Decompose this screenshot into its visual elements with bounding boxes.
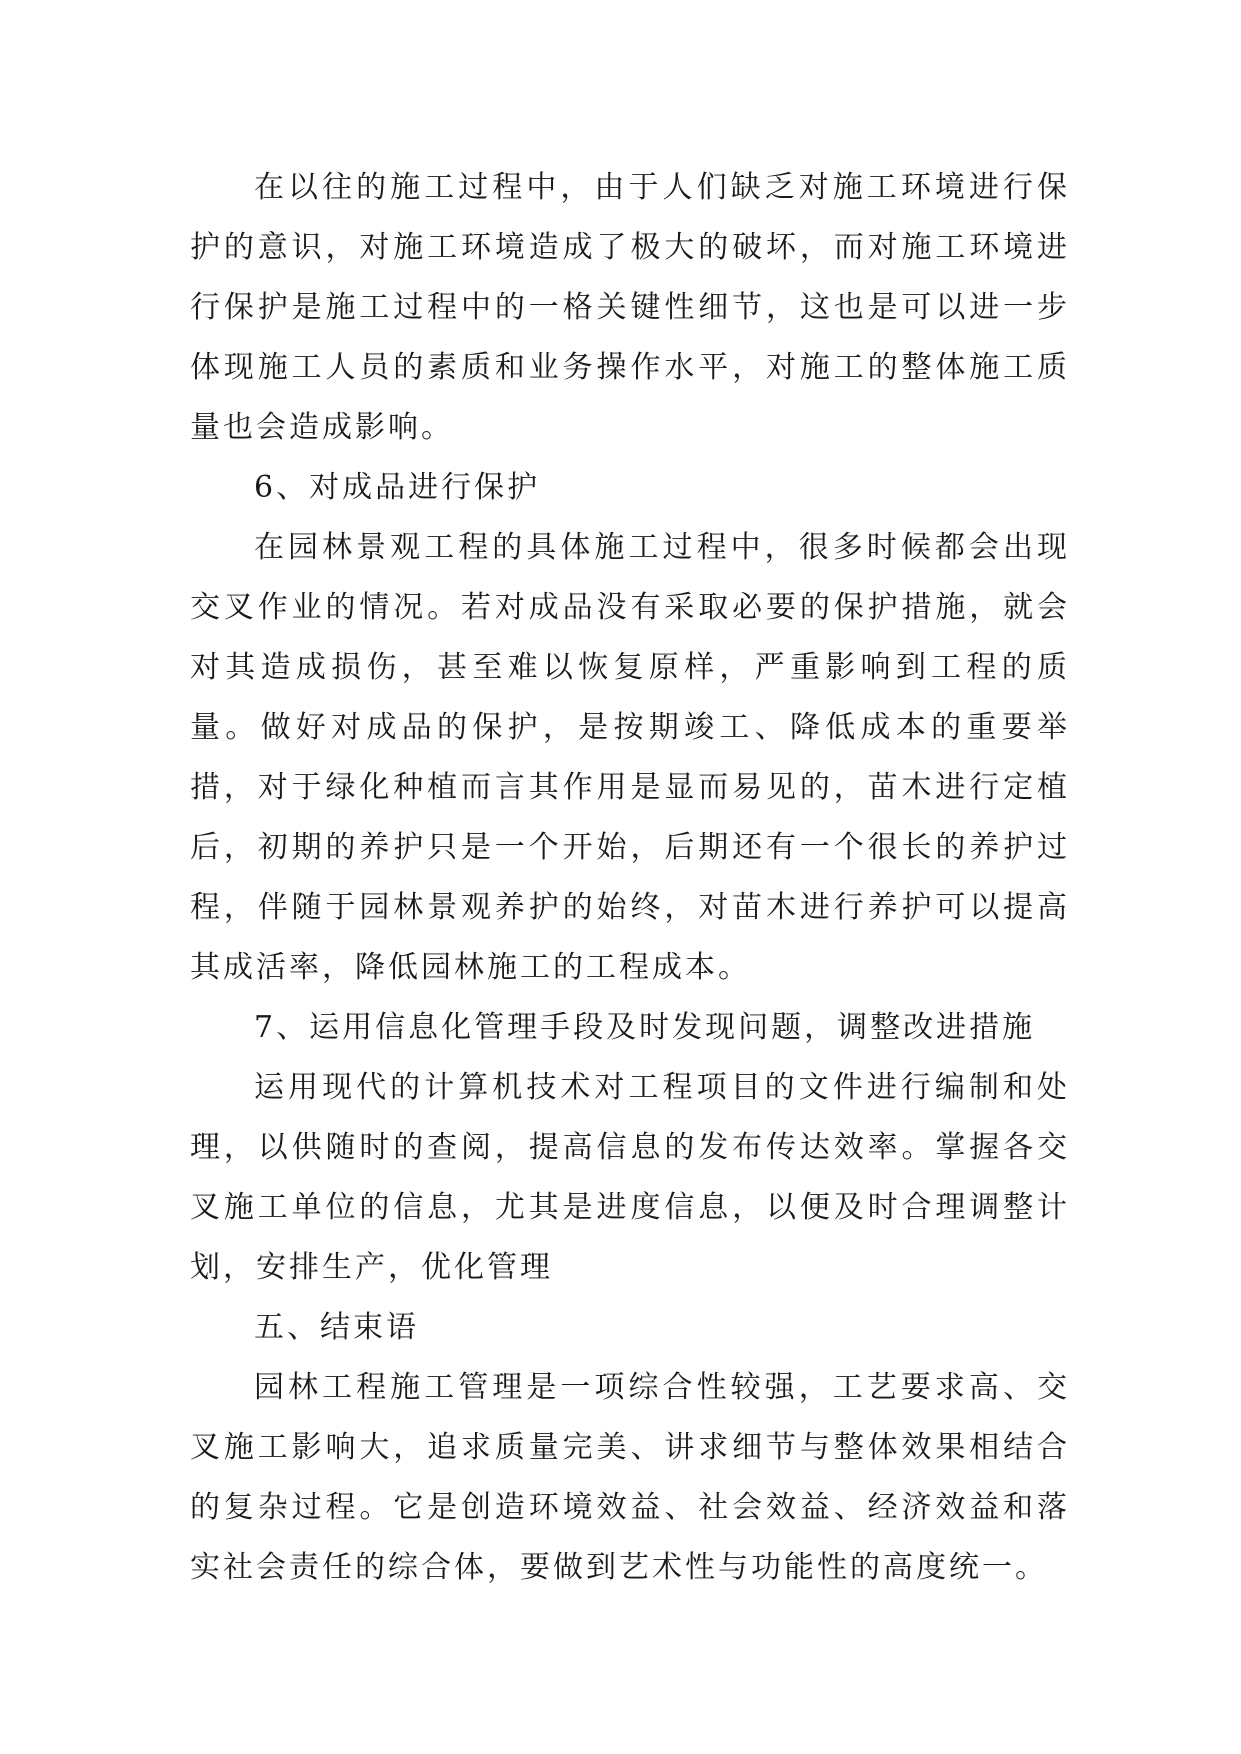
paragraph-environment-protection: 在以往的施工过程中，由于人们缺乏对施工环境进行保护的意识，对施工环境造成了极大的破坏，而对施工环境进行保护是施工过程中的一格关键性细节，这也是可以进一步体现施工人员的素质和业务操作水平，对施工的整体施工质量也会造成影响。 <box>190 170 1070 445</box>
section-heading-conclusion: 五、结束语 <box>254 1310 419 1345</box>
paragraph-product-protection: 在园林景观工程的具体施工过程中，很多时候都会出现交叉作业的情况。若对成品没有采取必要的保护措施，就会对其造成损伤，甚至难以恢复原样，严重影响到工程的质量。做好对成品的保护，是按期竣工、降低成本的重要举措，对于绿化种植而言其作用是显而易见的，苗木进行定植后，初期的养护只是一个开始，后期还有一个很长的养护过程，伴随于园林景观养护的始终，对苗木进行养护可以提高其成活率，降低园林施工的工程成本。 <box>190 530 1070 985</box>
paragraph-conclusion: 园林工程施工管理是一项综合性较强，工艺要求高、交叉施工影响大，追求质量完美、讲求细节与整体效果相结合的复杂过程。它是创造环境效益、社会效益、经济效益和落实社会责任的综合体，要做到艺术性与功能性的高度统一。 <box>190 1370 1070 1585</box>
section-heading-6: 6、对成品进行保护 <box>254 470 541 505</box>
document-body <box>190 158 1070 1598</box>
section-heading-7: 7、运用信息化管理手段及时发现问题，调整改进措施 <box>254 1010 1036 1045</box>
paragraph-information-management: 运用现代的计算机技术对工程项目的文件进行编制和处理，以供随时的查阅，提高信息的发布传达效率。掌握各交叉施工单位的信息，尤其是进度信息，以便及时合理调整计划，安排生产，优化管理 <box>190 1070 1070 1285</box>
